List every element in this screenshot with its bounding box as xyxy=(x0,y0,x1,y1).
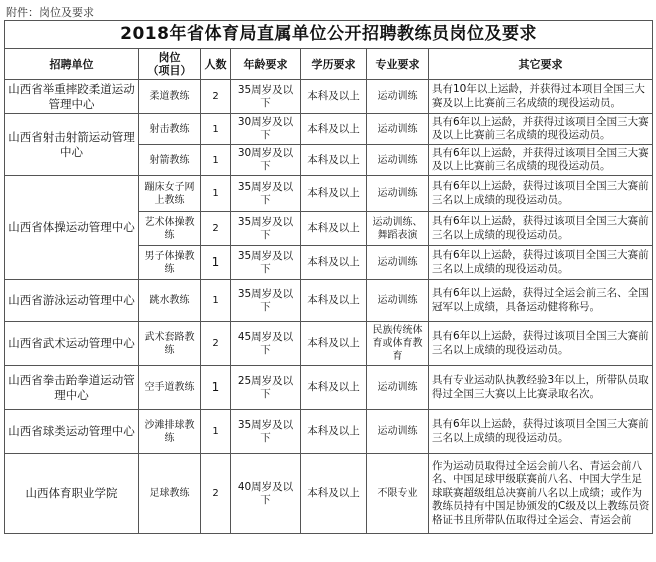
count-cell: 1 xyxy=(201,246,231,280)
header-unit: 招聘单位 xyxy=(5,49,139,80)
edu-cell: 本科及以上 xyxy=(301,280,367,322)
age-cell: 30周岁及以下 xyxy=(231,145,301,176)
other-cell: 具有6年以上运龄，获得过该项目全国三大赛前三名以上成绩的现役运动员。 xyxy=(429,410,653,454)
age-cell: 45周岁及以下 xyxy=(231,322,301,366)
header-age: 年龄要求 xyxy=(231,49,301,80)
unit-cell: 山西省球类运动管理中心 xyxy=(5,410,139,454)
age-cell: 30周岁及以下 xyxy=(231,114,301,145)
table-row xyxy=(5,454,653,534)
post-cell: 沙滩排球教练 xyxy=(139,410,201,454)
header-post: 岗位 （项目） xyxy=(139,49,201,80)
other-cell: 具有专业运动队执教经验3年以上，所带队员取得过全国三大赛以上比赛录取名次。 xyxy=(429,366,653,410)
edu-cell: 本科及以上 xyxy=(301,410,367,454)
major-cell: 运动训练 xyxy=(367,410,429,454)
edu-cell: 本科及以上 xyxy=(301,246,367,280)
major-cell: 运动训练 xyxy=(367,366,429,410)
edu-cell: 本科及以上 xyxy=(301,212,367,246)
other-cell: 具有6年以上运龄，获得过全运会前三名、全国冠军以上成绩，具备运动健将称号。 xyxy=(429,280,653,322)
age-cell: 25周岁及以下 xyxy=(231,366,301,410)
other-cell: 具有6年以上运龄，获得过该项目全国三大赛前三名以上成绩的现役运动员。 xyxy=(429,322,653,366)
post-cell: 空手道教练 xyxy=(139,366,201,410)
major-cell: 运动训练 xyxy=(367,280,429,322)
count-cell: 1 xyxy=(201,145,231,176)
header-edu: 学历要求 xyxy=(301,49,367,80)
post-cell: 射箭教练 xyxy=(139,145,201,176)
header-count: 人数 xyxy=(201,49,231,80)
attachment-label: 附件：岗位及要求 xyxy=(6,6,94,19)
age-cell: 40周岁及以下 xyxy=(231,454,301,534)
unit-cell: 山西省拳击跆拳道运动管理中心 xyxy=(5,366,139,410)
edu-cell: 本科及以上 xyxy=(301,114,367,145)
edu-cell: 本科及以上 xyxy=(301,176,367,212)
unit-cell: 山西体育职业学院 xyxy=(5,454,139,534)
other-cell: 具有6年以上运龄，并获得过该项目全国三大赛及以上比赛前三名成绩的现役运动员。 xyxy=(429,145,653,176)
post-cell: 蹦床女子网上教练 xyxy=(139,176,201,212)
post-cell: 足球教练 xyxy=(139,454,201,534)
table-row xyxy=(5,322,653,366)
age-cell: 35周岁及以下 xyxy=(231,212,301,246)
post-cell: 射击教练 xyxy=(139,114,201,145)
major-cell: 运动训练 xyxy=(367,246,429,280)
table-row xyxy=(5,410,653,454)
table-row xyxy=(5,366,653,410)
age-cell: 35周岁及以下 xyxy=(231,246,301,280)
age-cell: 35周岁及以下 xyxy=(231,280,301,322)
other-cell: 具有6年以上运龄，获得过该项目全国三大赛前三名以上成绩的现役运动员。 xyxy=(429,246,653,280)
unit-cell: 山西省举重摔跤柔道运动管理中心 xyxy=(5,80,139,114)
major-cell: 运动训练 xyxy=(367,114,429,145)
count-cell: 2 xyxy=(201,454,231,534)
other-cell: 具有6年以上运龄，获得过该项目全国三大赛前三名以上成绩的现役运动员。 xyxy=(429,176,653,212)
unit-cell: 山西省武术运动管理中心 xyxy=(5,322,139,366)
count-cell: 1 xyxy=(201,410,231,454)
major-cell: 运动训练 xyxy=(367,145,429,176)
age-cell: 35周岁及以下 xyxy=(231,80,301,114)
other-cell: 具有6年以上运龄，并获得过该项目全国三大赛及以上比赛前三名成绩的现役运动员。 xyxy=(429,114,653,145)
count-cell: 1 xyxy=(201,114,231,145)
unit-cell: 山西省体操运动管理中心 xyxy=(5,176,139,280)
major-cell: 运动训练、舞蹈表演 xyxy=(367,212,429,246)
age-cell: 35周岁及以下 xyxy=(231,176,301,212)
other-cell: 具有10年以上运龄，并获得过本项目全国三大赛及以上比赛前三名成绩的现役运动员。 xyxy=(429,80,653,114)
count-cell: 1 xyxy=(201,176,231,212)
post-cell: 武术套路教练 xyxy=(139,322,201,366)
age-cell: 35周岁及以下 xyxy=(231,410,301,454)
edu-cell: 本科及以上 xyxy=(301,366,367,410)
count-cell: 1 xyxy=(201,280,231,322)
major-cell: 民族传统体育或体育教育 xyxy=(367,322,429,366)
header-row xyxy=(5,49,653,80)
post-cell: 艺术体操教练 xyxy=(139,212,201,246)
recruitment-table xyxy=(4,20,653,534)
header-major: 专业要求 xyxy=(367,49,429,80)
major-cell: 运动训练 xyxy=(367,80,429,114)
table-row xyxy=(5,280,653,322)
count-cell: 1 xyxy=(201,366,231,410)
unit-cell: 山西省射击射箭运动管理中心 xyxy=(5,114,139,176)
table-title: 2018年省体育局直属单位公开招聘教练员岗位及要求 xyxy=(5,21,653,49)
header-other: 其它要求 xyxy=(429,49,653,80)
other-cell: 作为运动员取得过全运会前八名、青运会前八名、中国足球甲级联赛前八名、中国大学生足球联赛超级组总决赛前八名以上成绩；或作为教练员持有中国足协颁发的C级及以上教练员资格证书且所带队伍取得过全运会、青运会前 xyxy=(429,454,653,534)
edu-cell: 本科及以上 xyxy=(301,80,367,114)
table-row xyxy=(5,114,653,145)
count-cell: 2 xyxy=(201,212,231,246)
count-cell: 2 xyxy=(201,80,231,114)
edu-cell: 本科及以上 xyxy=(301,145,367,176)
table-row xyxy=(5,176,653,212)
post-cell: 男子体操教练 xyxy=(139,246,201,280)
major-cell: 运动训练 xyxy=(367,176,429,212)
edu-cell: 本科及以上 xyxy=(301,454,367,534)
edu-cell: 本科及以上 xyxy=(301,322,367,366)
post-cell: 柔道教练 xyxy=(139,80,201,114)
other-cell: 具有6年以上运龄，获得过该项目全国三大赛前三名以上成绩的现役运动员。 xyxy=(429,212,653,246)
major-cell: 不限专业 xyxy=(367,454,429,534)
post-cell: 跳水教练 xyxy=(139,280,201,322)
table-row xyxy=(5,80,653,114)
unit-cell: 山西省游泳运动管理中心 xyxy=(5,280,139,322)
count-cell: 2 xyxy=(201,322,231,366)
